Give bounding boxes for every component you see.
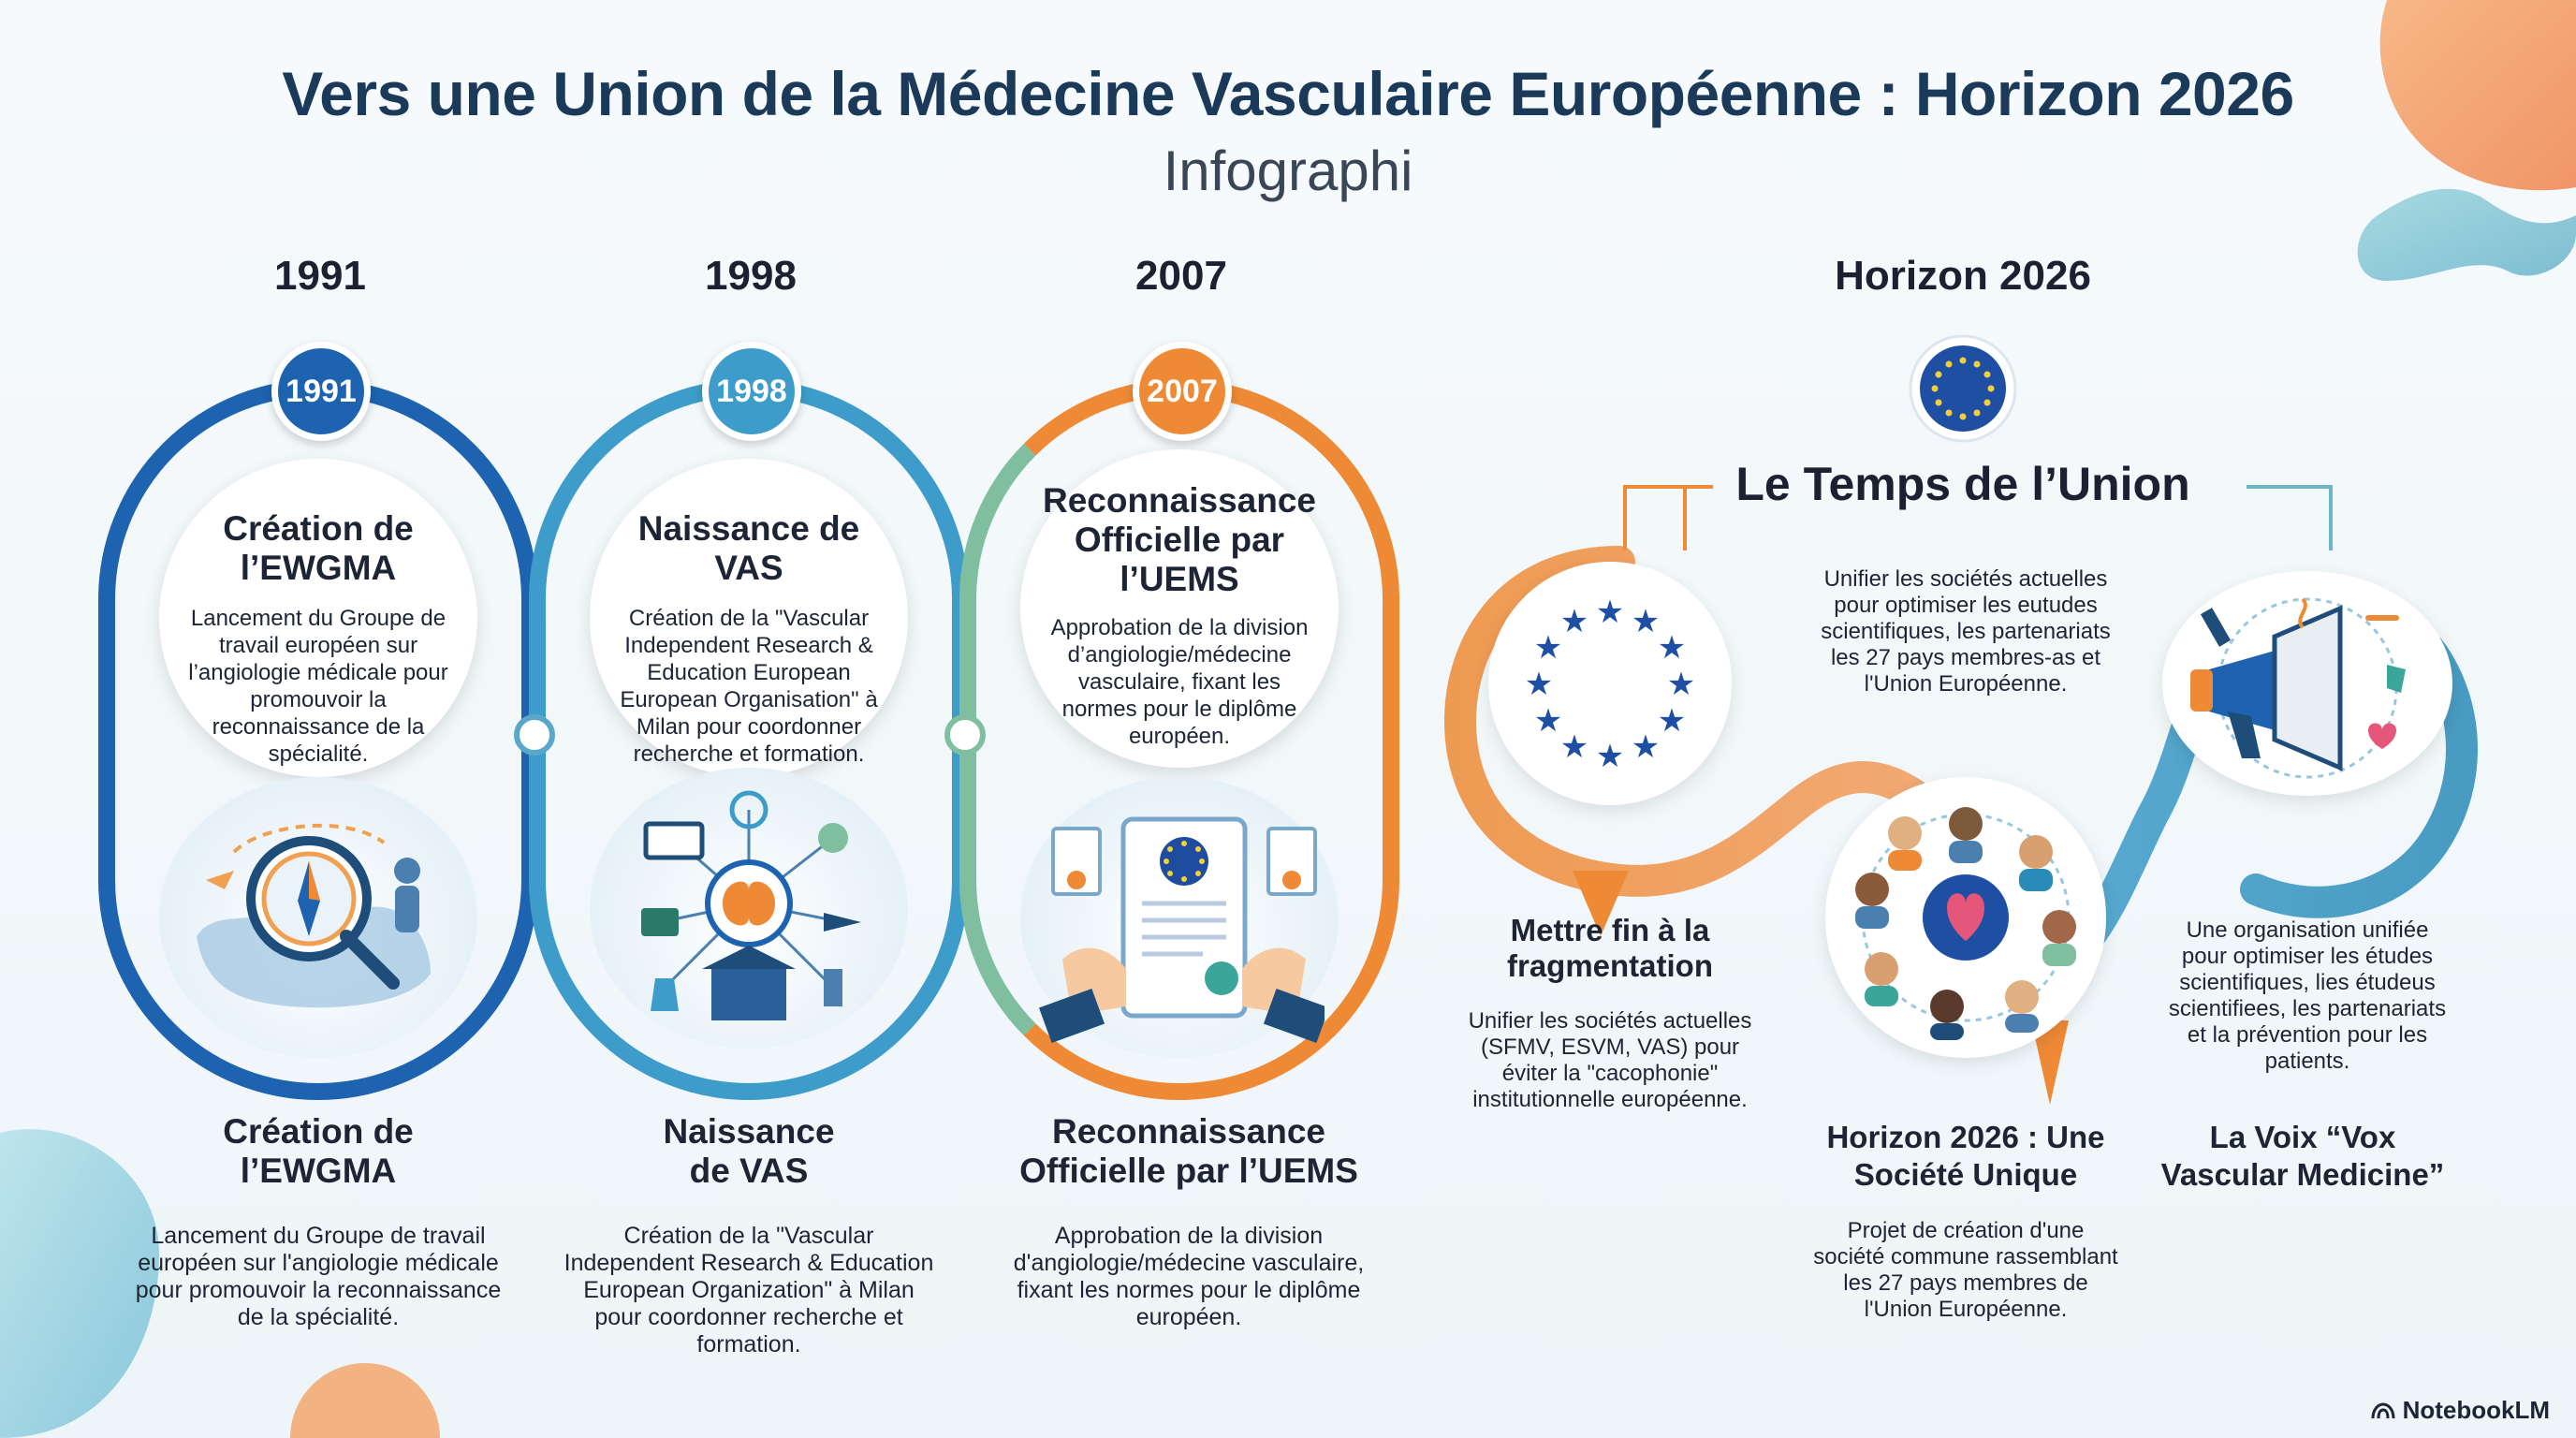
bottom-text: Approbation de la division d'angiologie/médecine vasculaire, fixant les normes pour le diplôme européen. xyxy=(1013,1223,1365,1330)
svg-text:★: ★ xyxy=(1595,738,1625,775)
bottom-text: Lancement du Groupe de travail européen sur l'angiologie médicale pour promouvoir la reconnaissance de la spécialité. xyxy=(135,1223,502,1330)
timeline-card-1991 xyxy=(159,459,477,777)
svg-text:★: ★ xyxy=(1657,702,1687,740)
svg-text:★: ★ xyxy=(1524,666,1554,703)
union-heading: Le Temps de l’Union xyxy=(1735,458,2190,510)
organization-text: Une organisation unifiée pour optimiser les études scientifiques, lies étudeus scientifiees, les partenariats et la prévention pour les patients. xyxy=(2168,917,2447,1074)
timeline-card-2007 xyxy=(1020,449,1339,768)
svg-text:★: ★ xyxy=(1657,629,1687,667)
svg-text:★: ★ xyxy=(1559,728,1589,766)
vox-block xyxy=(2153,1119,2452,1194)
megaphone-icon xyxy=(2172,580,2443,796)
fragmentation-block xyxy=(1460,913,1760,1113)
diploma-illustration xyxy=(1020,777,1339,1058)
card-title: Naissance de VAS xyxy=(637,509,860,587)
timeline-connector xyxy=(944,714,986,756)
year-heading-2007: 2007 xyxy=(1135,253,1227,299)
year-badge-1998: 1998 xyxy=(702,342,801,441)
year-badge-2007: 2007 xyxy=(1133,342,1232,441)
card-title: Reconnaissance Officielle par l’UEMS xyxy=(1042,481,1317,598)
svg-text:★: ★ xyxy=(1631,603,1661,640)
unique-society-title: Horizon 2026 : Une Société Unique xyxy=(1826,1120,2105,1192)
bottom-text: Création de la "Vascular Independent Research & Education European Organization" à Milan pour coordonner recherche et formation. xyxy=(564,1223,934,1357)
svg-text:★: ★ xyxy=(1533,629,1563,667)
card-text: Lancement du Groupe de travail européen sur l’angiologie médicale pour promouvoir la reconnaissance de la spécialité. xyxy=(188,606,448,767)
members-network-icon xyxy=(1835,786,2097,1049)
svg-text:★: ★ xyxy=(1666,666,1696,703)
research-network-illustration xyxy=(590,768,908,1049)
svg-text:★: ★ xyxy=(1559,603,1589,640)
compass-icon xyxy=(178,796,459,1039)
svg-text:★: ★ xyxy=(1631,728,1661,766)
card-text: Approbation de la division d’angiologie/médecine vasculaire, fixant les normes pour le diplôme européen. xyxy=(1050,615,1309,749)
year-heading-horizon-2026: Horizon 2026 xyxy=(1835,253,2091,299)
bottom-title: Reconnaissance Officielle par l’UEMS xyxy=(1019,1112,1358,1190)
unique-society-text: Projet de création d'une société commune rassemblant les 27 pays membres de l'Union Européenne. xyxy=(1813,1218,2118,1322)
eu-stars-icon xyxy=(1507,580,1713,786)
timeline-bottom-2007 xyxy=(992,1112,1385,1331)
timeline-bottom-1998 xyxy=(562,1112,936,1358)
fragmentation-title: Mettre fin à la fragmentation xyxy=(1506,913,1713,983)
brand-label: NotebookLM xyxy=(2402,1396,2550,1424)
brain-network-icon xyxy=(608,782,889,1034)
eu-flag-icon xyxy=(1907,332,2019,445)
svg-text:★: ★ xyxy=(1533,702,1563,740)
notebooklm-watermark xyxy=(2371,1396,2550,1425)
compass-map-illustration xyxy=(159,777,477,1058)
year-heading-1998: 1998 xyxy=(705,253,797,299)
page-title: Vers une Union de la Médecine Vasculaire Européenne : Horizon 2026 xyxy=(282,59,2294,128)
card-title: Création de l’EWGMA xyxy=(223,509,414,587)
vox-title: La Voix “Vox Vascular Medicine” xyxy=(2160,1120,2445,1192)
year-badge-1991: 1991 xyxy=(271,342,371,441)
diploma-icon xyxy=(1034,791,1325,1044)
svg-text:★: ★ xyxy=(1595,594,1625,631)
timeline-bottom-1991 xyxy=(131,1112,505,1331)
page-subtitle: Infographi xyxy=(1163,139,1413,202)
fragmentation-text: Unifier les sociétés actuelles (SFMV, ESVM, VAS) pour éviter la "cacophonie" institutionnelle européenne. xyxy=(1468,1008,1752,1112)
timeline-connector xyxy=(514,714,555,756)
year-heading-1991: 1991 xyxy=(274,253,366,299)
bottom-title: Naissance de VAS xyxy=(663,1112,835,1190)
timeline-card-1998 xyxy=(590,459,908,777)
card-text: Création de la "Vascular Independent Research & Education European European Organisation" à Milan pour coordonner recherche et formation. xyxy=(620,606,878,767)
notebooklm-logo-icon xyxy=(2371,1401,2395,1420)
union-center-text: Unifier les sociétés actuelles pour optimiser les eutudes scientifiques, les partenariats les 27 pays membres-as et l'Union Européenne. xyxy=(1821,566,2111,697)
bottom-title: Création de l’EWGMA xyxy=(223,1112,414,1190)
unique-society-block xyxy=(1797,1119,2134,1323)
